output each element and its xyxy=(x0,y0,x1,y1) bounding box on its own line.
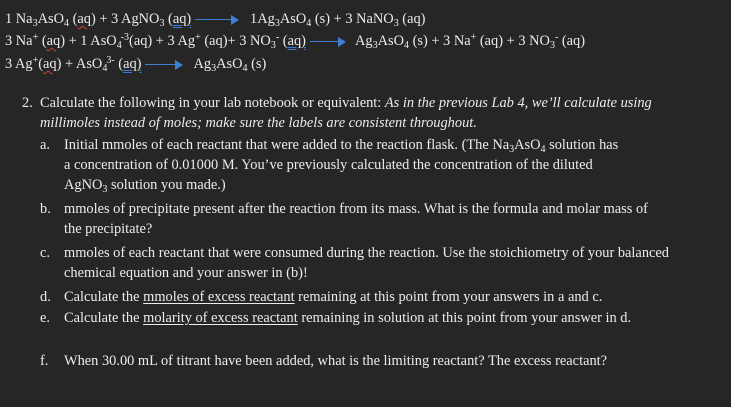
eq1-aq-double xyxy=(173,11,191,27)
eq1-text: 1Ag xyxy=(250,11,275,27)
item-text: remaining at this point from your answers in a and c. xyxy=(294,289,603,305)
item-sub: 3 xyxy=(102,184,108,195)
question-lead: Calculate the following in your lab notebook or equivalent: xyxy=(40,95,385,111)
item-letter: e. xyxy=(40,310,50,326)
eq1-text: ( xyxy=(68,11,78,27)
eq1-text: (s) + 3 NaNO xyxy=(311,11,394,27)
equation-net-ionic xyxy=(5,54,266,74)
eq3-text: ) + AsO xyxy=(56,56,103,72)
item-letter: a. xyxy=(40,137,50,153)
eq2-sub: 3 xyxy=(372,40,378,51)
eq3-sub: 3 xyxy=(211,63,217,74)
question-italic-note: As in the previous Lab 4, we’ll calculate using millimoles instead of moles; make sure the labels are consistent throughout. xyxy=(40,95,652,131)
reaction-arrow-icon xyxy=(145,60,183,70)
item-text: Calculate the xyxy=(64,310,144,326)
eq2-text: ( xyxy=(279,33,288,49)
eq2-sup: + xyxy=(32,32,39,43)
item-body xyxy=(64,308,684,328)
eq2-text: Ag xyxy=(354,33,373,49)
eq1-sub: 3 xyxy=(274,18,280,29)
eq2-text: (aq)+ 3 NO xyxy=(200,33,271,49)
eq3-text: ) xyxy=(136,56,142,72)
eq3-text: AsO xyxy=(216,56,243,72)
item-text: Initial mmoles of each reactant that were added to the reaction flask. (The Na xyxy=(64,137,510,153)
eq1-sub: 3 xyxy=(393,18,399,29)
item-sub: 3 xyxy=(509,144,515,155)
question-item-d xyxy=(40,287,690,308)
item-letter: f. xyxy=(40,353,49,369)
eq2-aq: aq xyxy=(46,33,61,49)
item-body xyxy=(64,287,684,307)
eq3-aq-double xyxy=(123,56,141,72)
eq3-sub: 4 xyxy=(242,63,248,74)
eq1-text: 1 Na xyxy=(5,11,33,27)
eq2-text: (aq) + 3 NO xyxy=(476,33,550,49)
item-letter: d. xyxy=(40,289,51,305)
question-item-b xyxy=(40,199,690,241)
eq2-sup: - xyxy=(275,32,280,43)
eq2-text: AsO xyxy=(377,33,404,49)
item-text: a concentration of 0.01000 M. You’ve previously calculated the concentration of the diluted xyxy=(64,157,593,173)
eq2-sup: + xyxy=(195,32,201,43)
item-text: Calculate the xyxy=(64,289,144,305)
equation-molecular xyxy=(5,9,425,29)
eq1-sub: 4 xyxy=(306,18,312,29)
question-item-f xyxy=(40,351,690,372)
item-body: mmoles of precipitate present after the reaction from its mass. What is the formula and molar mass of the precipitate? xyxy=(64,201,648,237)
eq3-sup: + xyxy=(32,55,39,66)
eq2-sub: 3 xyxy=(270,40,276,51)
equation-complete-ionic xyxy=(5,31,585,51)
eq1-aq2: aq xyxy=(172,11,187,27)
item-text: AsO xyxy=(514,137,541,153)
eq3-text: ( xyxy=(38,56,44,72)
eq1-text: AsO xyxy=(37,11,64,27)
eq1-sub: 3 xyxy=(159,18,165,29)
reaction-arrow-icon xyxy=(195,15,239,25)
eq2-text: (aq) xyxy=(558,33,586,49)
item-text: remaining in solution at this point from your answer in d. xyxy=(297,310,632,326)
eq1-text: AsO xyxy=(279,11,307,27)
eq2-aq2: aq xyxy=(287,33,302,49)
eq2-sub: 3 xyxy=(549,40,555,51)
item-letter: b. xyxy=(40,201,51,217)
eq3-aq: aq xyxy=(43,56,57,72)
eq3-text: ( xyxy=(114,56,124,72)
eq3-sub: 4 xyxy=(102,63,108,74)
item-a-line2 xyxy=(64,155,684,175)
eq1-sub: 4 xyxy=(63,18,69,29)
eq2-text: 3 Na xyxy=(5,33,33,49)
eq3-text: Ag xyxy=(193,56,212,72)
eq3-sup: 3- xyxy=(106,55,115,66)
eq2-text: ) xyxy=(301,33,306,49)
eq2-sup: + xyxy=(470,32,477,43)
eq2-sup: -3 xyxy=(120,32,130,43)
item-a-line3 xyxy=(64,175,684,195)
eq2-sub: 4 xyxy=(116,40,122,51)
eq3-text: (s) xyxy=(247,56,267,72)
item-letter: c. xyxy=(40,245,50,261)
eq1-text: ) xyxy=(186,11,192,27)
eq1-aq: aq xyxy=(77,11,91,27)
item-sub: 4 xyxy=(540,144,546,155)
item-body: mmoles of each reactant that were consumed during the reaction. Use the stoichiometry of your balanced chemical equation and your answer in (b)! xyxy=(64,245,669,281)
item-underlined: molarity of excess reactant xyxy=(143,310,298,326)
item-text: AgNO xyxy=(64,177,103,193)
eq2-sup: - xyxy=(554,32,559,43)
eq1-text: ( xyxy=(164,11,173,27)
eq2-text: ) + 1 AsO xyxy=(60,33,117,49)
eq2-text: ( xyxy=(38,33,47,49)
question-item-a xyxy=(40,135,690,199)
eq2-text: (s) + 3 Na xyxy=(408,33,471,49)
item-text: solution has xyxy=(545,137,619,153)
eq2-text: (aq) + 3 Ag xyxy=(129,33,196,49)
question-item-c xyxy=(40,243,690,285)
question-item-e xyxy=(40,308,690,350)
eq3-text: 3 Ag xyxy=(5,56,33,72)
item-underlined: mmoles of excess reactant xyxy=(143,289,295,305)
question-number: 2. xyxy=(22,95,33,111)
eq1-sub: 3 xyxy=(32,18,38,29)
reaction-arrow-icon xyxy=(310,37,346,47)
item-body xyxy=(64,135,684,195)
question-prompt xyxy=(40,93,695,133)
eq3-aq2: aq xyxy=(123,56,137,72)
item-text: solution you made.) xyxy=(107,177,226,193)
eq1-text: (aq) xyxy=(398,11,426,27)
item-a-line1 xyxy=(64,135,684,155)
eq1-text: ) + 3 AgNO xyxy=(90,11,160,27)
eq2-sub: 4 xyxy=(403,40,409,51)
item-body: When 30.00 mL of titrant have been added, what is the limiting reactant? The excess reactant? xyxy=(64,353,608,369)
eq2-aq-double xyxy=(288,33,306,49)
